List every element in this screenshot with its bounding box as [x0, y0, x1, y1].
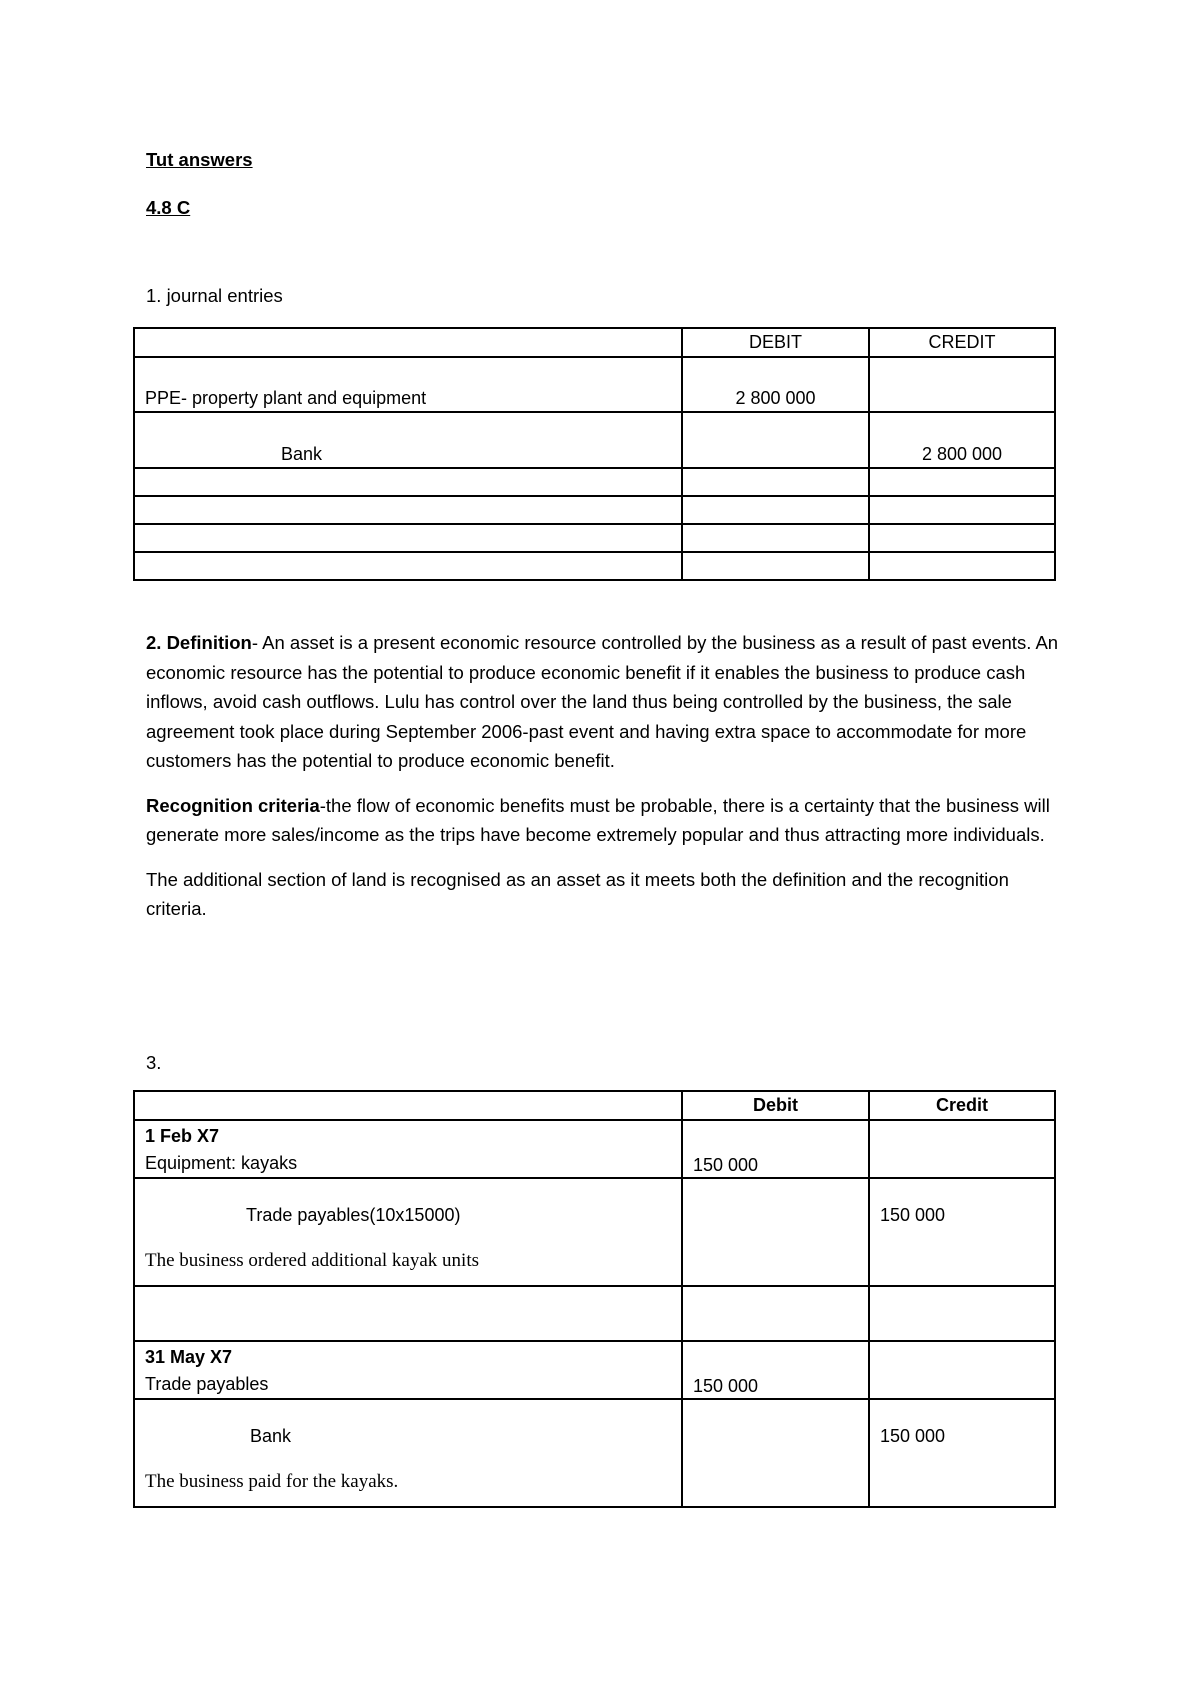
table-cell: [134, 1091, 682, 1120]
account-cell: [134, 1178, 682, 1286]
debit-cell: 2 800 000: [682, 357, 869, 412]
question-2-section: [146, 628, 1066, 939]
credit-cell: [869, 1120, 1055, 1178]
entry-date: 1 Feb X7: [145, 1126, 220, 1146]
debit-cell: 150 000: [682, 1341, 869, 1399]
table-cell: [134, 328, 682, 357]
credit-account: Trade payables(10x15000): [246, 1205, 461, 1225]
credit-cell: 150 000: [869, 1178, 1055, 1286]
credit-cell: [869, 1341, 1055, 1399]
credit-cell: [869, 357, 1055, 412]
recognition-text: -the flow of economic benefits must be probable, there is a certainty that the business will generate more sales/income as the trips have become extremely popular and thus attracting more individuals.: [146, 794, 1050, 845]
debit-header: Debit: [682, 1091, 869, 1120]
debit-cell: [682, 1178, 869, 1286]
document-subheading: 4.8 C: [146, 197, 191, 218]
debit-account: Equipment: kayaks: [145, 1153, 298, 1173]
account-cell: PPE- property plant and equipment: [134, 357, 682, 412]
table-row: [134, 552, 1055, 580]
definition-text: - An asset is a present economic resource controlled by the business as a result of past events. An economic resource has the potential to produce economic benefit if it enables the business to produce cash inflows, avoid cash outflows. Lulu has control over the land thus being controlled by the business, the sale agreement took place during September 2006-past event and having extra space to accommodate for more customers has the potential to produce economic benefit.: [146, 632, 1059, 771]
journal-table-1: [133, 327, 1056, 581]
debit-cell: 150 000: [682, 1120, 869, 1178]
conclusion-paragraph: The additional section of land is recognised as an asset as it meets both the definition and the recognition criteria.: [146, 868, 1009, 919]
account-cell: [134, 1120, 682, 1178]
account-cell: [134, 1341, 682, 1399]
debit-header: DEBIT: [682, 328, 869, 357]
table-row: [134, 524, 1055, 552]
table-row: [134, 496, 1055, 524]
recognition-paragraph: [146, 791, 1066, 850]
definition-label: 2. Definition: [146, 632, 252, 653]
account-cell: Bank: [134, 412, 682, 468]
document-heading: Tut answers: [146, 149, 253, 170]
table-row: [134, 1286, 1055, 1341]
credit-cell: 150 000: [869, 1399, 1055, 1507]
credit-header: CREDIT: [869, 328, 1055, 357]
credit-header: Credit: [869, 1091, 1055, 1120]
table-header-row: [134, 1091, 1055, 1120]
narration: The business ordered additional kayak units: [145, 1250, 480, 1271]
table-row: [134, 1341, 1055, 1399]
debit-cell: [682, 1399, 869, 1507]
table-row: [134, 1178, 1055, 1286]
journal-table-2: [133, 1090, 1056, 1508]
entry-date: 31 May X7: [145, 1347, 233, 1367]
debit-account: Trade payables: [145, 1374, 269, 1394]
table-row: [134, 1120, 1055, 1178]
recognition-label: Recognition criteria: [146, 794, 320, 816]
definition-paragraph: [146, 628, 1066, 776]
credit-account: Bank: [250, 1426, 292, 1446]
question-3-label: 3.: [146, 1052, 162, 1073]
credit-cell: 2 800 000: [869, 412, 1055, 468]
table-row: [134, 1399, 1055, 1507]
question-1-label: 1. journal entries: [146, 285, 283, 306]
narration: The business paid for the kayaks.: [145, 1471, 399, 1492]
table-row: [134, 468, 1055, 496]
table-header-row: [134, 328, 1055, 357]
debit-cell: [682, 412, 869, 468]
table-row: [134, 357, 1055, 412]
account-cell: [134, 1399, 682, 1507]
table-row: [134, 412, 1055, 468]
